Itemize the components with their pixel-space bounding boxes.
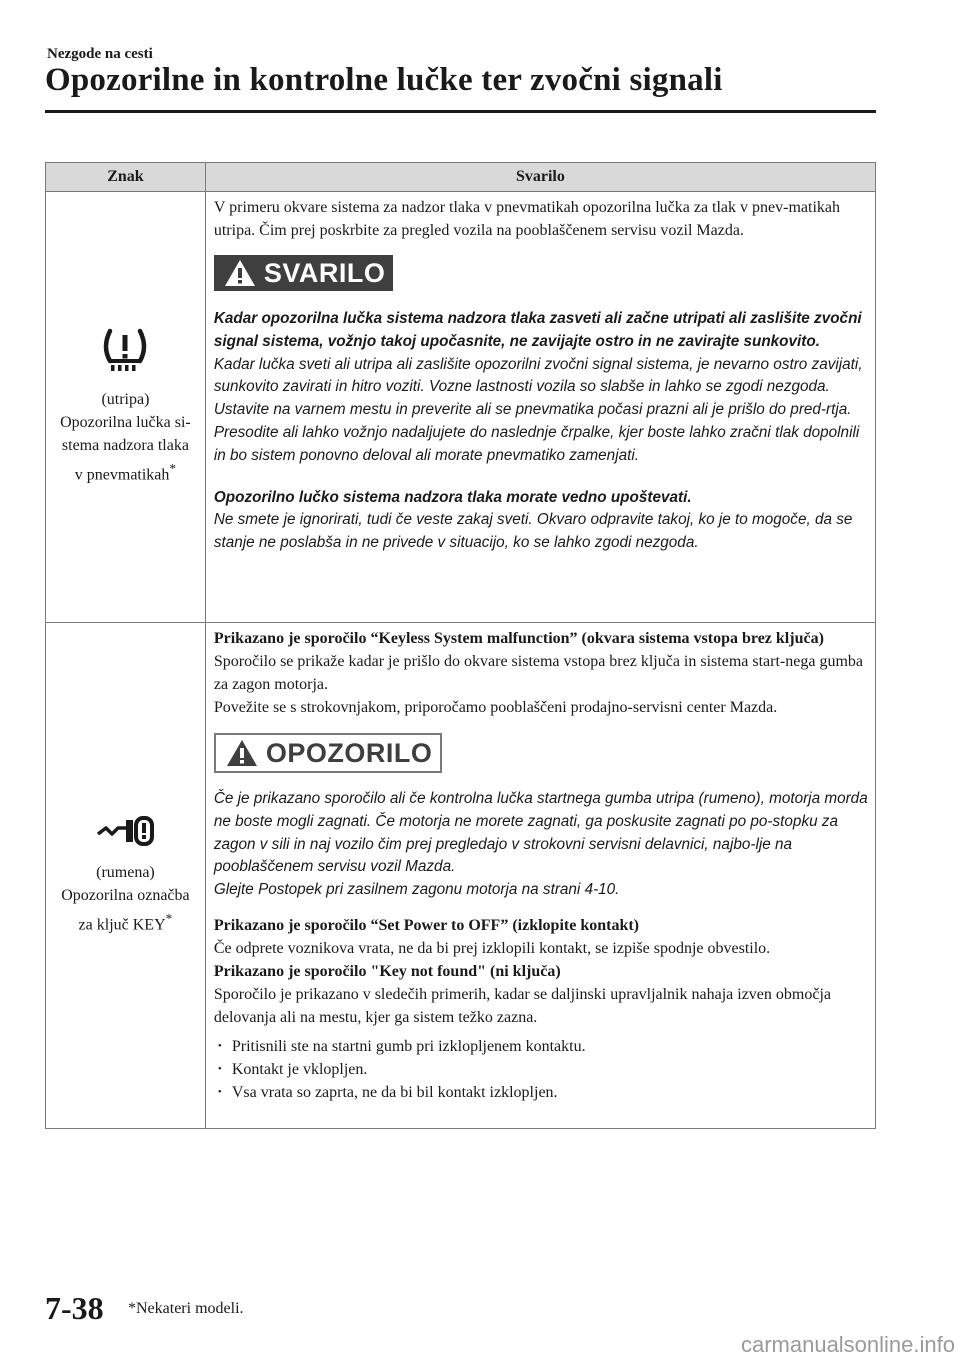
warning-reference: Glejte Postopek pri zasilnem zagonu motorja na strani 4-10. xyxy=(213,881,620,899)
tire-pressure-warning-icon xyxy=(98,327,152,382)
list-item: • Vsa vrata so zaprta, ne da bi bil kontakt izklopljen. xyxy=(214,1081,869,1104)
warning-text: Kadar lučka sveti ali utripa ali zaslišite opozorilni zvočni signal sistema, je nevarno ostro zavijati, sunkovito zavirati in hitro voziti. Vozne lastnosti vozila so slabše in lahko se zgodi nezgoda. xyxy=(213,355,863,396)
footnote-marker: * xyxy=(165,911,173,927)
table-row xyxy=(46,623,876,1129)
opozorilo-badge: OPOZORILO xyxy=(214,733,443,773)
condition-list xyxy=(214,1035,869,1104)
symbol-state: (rumena) xyxy=(96,864,155,882)
symbol-name-line: Opozorilna lučka si- xyxy=(60,414,191,432)
message-title: Prikazano je sporočilo “Set Power to OFF” (izklopite kontakt) xyxy=(213,916,639,934)
warning-text: Ne smete je ignorirati, tudi če veste zakaj sveti. Okvaro odpravite takoj, ko je to mogoče, da se stanje ne poslabša in ne privede v situacijo, ko se lahko zgodi nezgoda. xyxy=(213,511,853,552)
symbol-name-line: v pnevmatikah* xyxy=(74,461,177,484)
message-title: Prikazano je sporočilo “Keyless System malfunction” (okvara sistema vstopa brez ključa) xyxy=(213,630,824,647)
symbol-cell xyxy=(46,623,206,1129)
column-header-symbol: Znak xyxy=(46,163,206,192)
message-text: Če odprete voznikova vrata, ne da bi prej izklopili kontakt, se izpiše spodnje obvestilo. xyxy=(213,939,771,957)
key-warning-icon xyxy=(96,814,154,855)
message-text: Sporočilo je prikazano v sledečih primerih, kadar se daljinski upravljalnik nahaja izven območja delovanja ali na mestu, kjer ga sistem težko zazna. xyxy=(213,985,831,1026)
symbol-state: (utripa) xyxy=(101,391,150,409)
intro-text: V primeru okvare sistema za nadzor tlaka v pnevmatikah opozorilna lučka za tlak v pnev-matikah utripa. Čim prej poskrbite za pregled vozila na pooblaščenem servisu vozil Mazda. xyxy=(213,199,840,239)
page-number: 7-38 xyxy=(45,1290,104,1326)
list-item: • Pritisnili ste na startni gumb pri izklopljenem kontaktu. xyxy=(214,1035,869,1058)
message-title: Prikazano je sporočilo "Key not found" (ni ključa) xyxy=(213,962,561,980)
message-text: Sporočilo se prikaže kadar je prišlo do okvare sistema vstopa brez ključa in sistema start-nega gumba za zagon motorja. xyxy=(213,653,863,693)
watermark: carmanualsonline.info xyxy=(740,1332,955,1357)
footnote: *Nekateri modeli. xyxy=(128,1300,244,1317)
symbol-cell xyxy=(46,192,206,623)
warning-heading: Kadar opozorilna lučka sistema nadzora tlaka zasveti ali začne utripati ali zaslišite zvočni signal sistema, vožnjo takoj upočasnite, ne zavijajte ostro in ne zavirajte sunkovito. xyxy=(213,310,862,350)
table-row xyxy=(46,192,876,623)
list-item: • Kontakt je vklopljen. xyxy=(214,1058,869,1081)
warning-triangle-icon xyxy=(224,259,256,287)
svarilo-badge: SVARILO xyxy=(214,255,394,291)
symbol-name-line: Opozorilna označba xyxy=(61,887,190,905)
description-cell xyxy=(205,623,875,1129)
section-label: Nezgode na cesti xyxy=(47,46,153,62)
warning-heading: Opozorilno lučko sistema nadzora tlaka morate vedno upoštevati. xyxy=(213,488,692,506)
footnote-marker: * xyxy=(169,461,177,477)
symbol-name-line: za ključ KEY* xyxy=(78,911,173,934)
warning-table xyxy=(45,162,876,1129)
symbol-name-line: stema nadzora tlaka xyxy=(61,437,189,455)
page-title: Opozorilne in kontrolne lučke ter zvočni signali xyxy=(45,62,723,98)
table-header-row xyxy=(46,163,876,192)
warning-text: Ustavite na varnem mestu in preverite ali se pnevmatika počasi prazni ali je prišlo do pred-rtja. Presodite ali lahko vožnjo nadaljujete do naslednje črpalke, kjer boste lahko zračni tlak dopolnili in bo sistem ponovno deloval ali morate pnevmatiko zamenjati. xyxy=(213,401,860,464)
description-cell xyxy=(205,192,875,623)
column-header-warning: Svarilo xyxy=(205,163,875,192)
warning-text: Če je prikazano sporočilo ali če kontrolna lučka startnega gumba utripa (rumeno), motorja morda ne boste mogli zagnati. Če motorja ne morete zagnati, ga poskusite zagnati po po-stopku za zagon v sili in naj vozilo čim prej pregledajo v strokovni servisni delavnici, najbo-lje na pooblaščenem servisu vozil Mazda. xyxy=(213,790,868,876)
warning-triangle-icon xyxy=(226,739,258,767)
title-divider xyxy=(45,110,876,113)
message-text: Povežite se s strokovnjakom, priporočamo pooblaščeni prodajno-servisni center Mazda. xyxy=(213,699,778,716)
